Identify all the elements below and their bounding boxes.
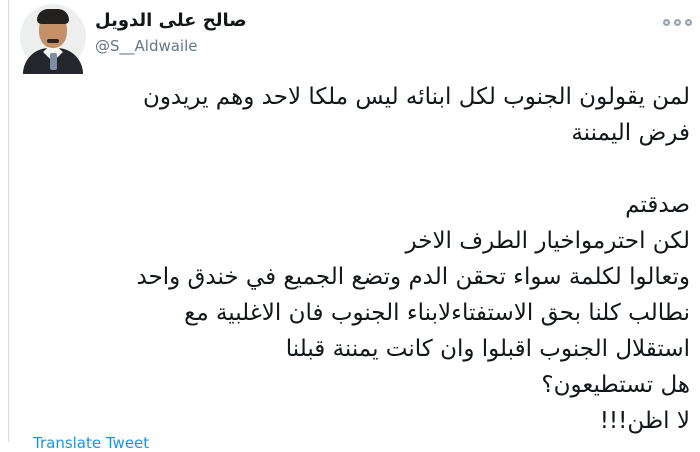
tweet-text-line: فرض اليمننة xyxy=(571,120,690,146)
tweet-text xyxy=(12,79,690,439)
ellipsis-dot-icon xyxy=(674,19,681,26)
ellipsis-dot-icon xyxy=(685,19,692,26)
avatar-tie-shape xyxy=(50,53,57,70)
tweet-text-line: صدقتم xyxy=(625,192,690,218)
avatar-mustache-shape xyxy=(47,39,59,43)
tweet-text-line: نطالب كلنا بحق الاستفتاءلابناء الجنوب فان الاغلبية مع xyxy=(184,300,690,326)
author-handle[interactable]: @S__Aldwaile xyxy=(95,37,198,55)
tweet-text-line: لمن يقولون الجنوب لكل ابنائه ليس ملكا لاحد وهم يريدون xyxy=(142,84,690,110)
tweet-text-line: لكن احترمواخيار الطرف الاخر xyxy=(405,228,690,254)
page-left-border xyxy=(8,0,9,442)
tweet-text-line: استقلال الجنوب اقبلوا وان كانت يمننة قبلنا xyxy=(285,336,690,362)
avatar[interactable] xyxy=(20,4,86,70)
tweet-text-line: هل تستطيعون؟ xyxy=(541,372,690,398)
more-options-button[interactable] xyxy=(663,19,692,26)
avatar-hair-shape xyxy=(37,9,69,24)
tweet-text-line: لا اظن!!! xyxy=(599,408,690,434)
tweet-text-line xyxy=(12,151,690,187)
translate-tweet-link[interactable]: Translate Tweet xyxy=(33,434,150,452)
ellipsis-dot-icon xyxy=(663,19,670,26)
tweet-text-line: وتعالوا لكلمة سواء تحقن الدم وتضع الجميع في خندق واحد xyxy=(136,264,690,290)
author-name[interactable]: صالح على الدويل xyxy=(95,10,247,31)
